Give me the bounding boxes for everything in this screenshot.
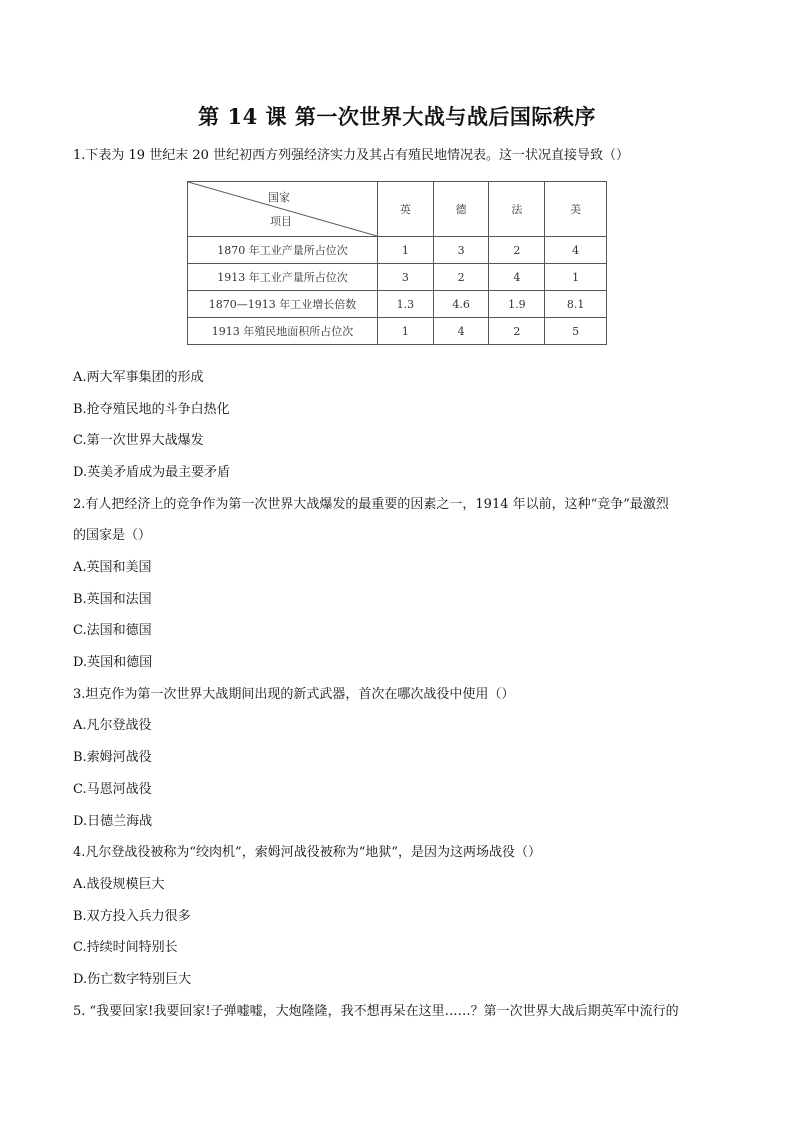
q1-option-b: B.抢夺殖民地的斗争白热化 xyxy=(73,402,230,417)
row-label: 1870 年工业产量所占位次 xyxy=(188,237,378,264)
table-cell: 4 xyxy=(545,237,607,264)
table-cell: 8.1 xyxy=(545,291,607,318)
q4-stem: 4.凡尔登战役被称为“绞肉机”，索姆河战役被称为“地狱”，是因为这两场战役（） xyxy=(73,845,541,860)
table-cell: 1 xyxy=(377,237,433,264)
table-row xyxy=(188,264,607,291)
column-header: 英 xyxy=(377,182,433,237)
q2-stem-line1: 2.有人把经济上的竞争作为第一次世界大战爆发的最重要的因素之一，1914 年以前，这种“竞争”最激烈 xyxy=(73,497,669,512)
table-cell: 4.6 xyxy=(433,291,489,318)
q1-option-a: A.两大军事集团的形成 xyxy=(73,370,204,385)
table-cell: 3 xyxy=(433,237,489,264)
q4-option-b: B.双方投入兵力很多 xyxy=(73,909,191,924)
q4-option-a: A.战役规模巨大 xyxy=(73,877,165,892)
q1-option-d: D.英美矛盾成为最主要矛盾 xyxy=(73,465,231,480)
q1-table xyxy=(187,181,607,345)
table-cell: 1 xyxy=(545,264,607,291)
page-title: 第 14 课 第一次世界大战与战后国际秩序 xyxy=(198,104,596,129)
column-header: 美 xyxy=(545,182,607,237)
q4-option-d: D.伤亡数字特别巨大 xyxy=(73,972,192,987)
q3-option-a: A.凡尔登战役 xyxy=(73,718,152,733)
corner-top-label: 国家 xyxy=(268,191,290,204)
q2-option-a: A.英国和美国 xyxy=(73,560,152,575)
row-label: 1870—1913 年工业增长倍数 xyxy=(188,291,378,318)
table-cell: 2 xyxy=(489,237,545,264)
column-header: 法 xyxy=(489,182,545,237)
table-row xyxy=(188,237,607,264)
row-label: 1913 年工业产量所占位次 xyxy=(188,264,378,291)
q3-option-b: B.索姆河战役 xyxy=(73,750,152,765)
column-header: 德 xyxy=(433,182,489,237)
q5-stem: 5. “我要回家!我要回家!子弹嘘嘘，大炮隆隆，我不想再呆在这里……？第一次世界大战后期英军中流行的 xyxy=(73,1004,679,1019)
q3-option-d: D.日德兰海战 xyxy=(73,814,153,829)
table-cell: 4 xyxy=(489,264,545,291)
table-cell: 3 xyxy=(377,264,433,291)
q2-option-d: D.英国和德国 xyxy=(73,655,153,670)
table-row xyxy=(188,291,607,318)
q4-option-c: C.持续时间特别长 xyxy=(73,940,178,955)
table-cell: 2 xyxy=(489,318,545,345)
table-cell: 1 xyxy=(377,318,433,345)
corner-bottom-label: 项目 xyxy=(270,215,292,228)
table-cell: 1.9 xyxy=(489,291,545,318)
q2-option-c: C.法国和德国 xyxy=(73,623,152,638)
table-row xyxy=(188,318,607,345)
table-cell: 1.3 xyxy=(377,291,433,318)
q1-stem: 1.下表为 19 世纪末 20 世纪初西方列强经济实力及其占有殖民地情况表。这一状况直接导致（） xyxy=(73,148,630,163)
q2-option-b: B.英国和法国 xyxy=(73,592,152,607)
q1-option-c: C.第一次世界大战爆发 xyxy=(73,433,204,448)
table-cell: 2 xyxy=(433,264,489,291)
table-cell: 5 xyxy=(545,318,607,345)
row-label: 1913 年殖民地面积所占位次 xyxy=(188,318,378,345)
table-cell: 4 xyxy=(433,318,489,345)
table-corner-cell xyxy=(188,182,378,237)
q3-stem: 3.坦克作为第一次世界大战期间出现的新式武器，首次在哪次战役中使用（） xyxy=(73,687,515,702)
q3-option-c: C.马恩河战役 xyxy=(73,782,152,797)
q2-stem-line2: 的国家是（） xyxy=(73,528,152,543)
